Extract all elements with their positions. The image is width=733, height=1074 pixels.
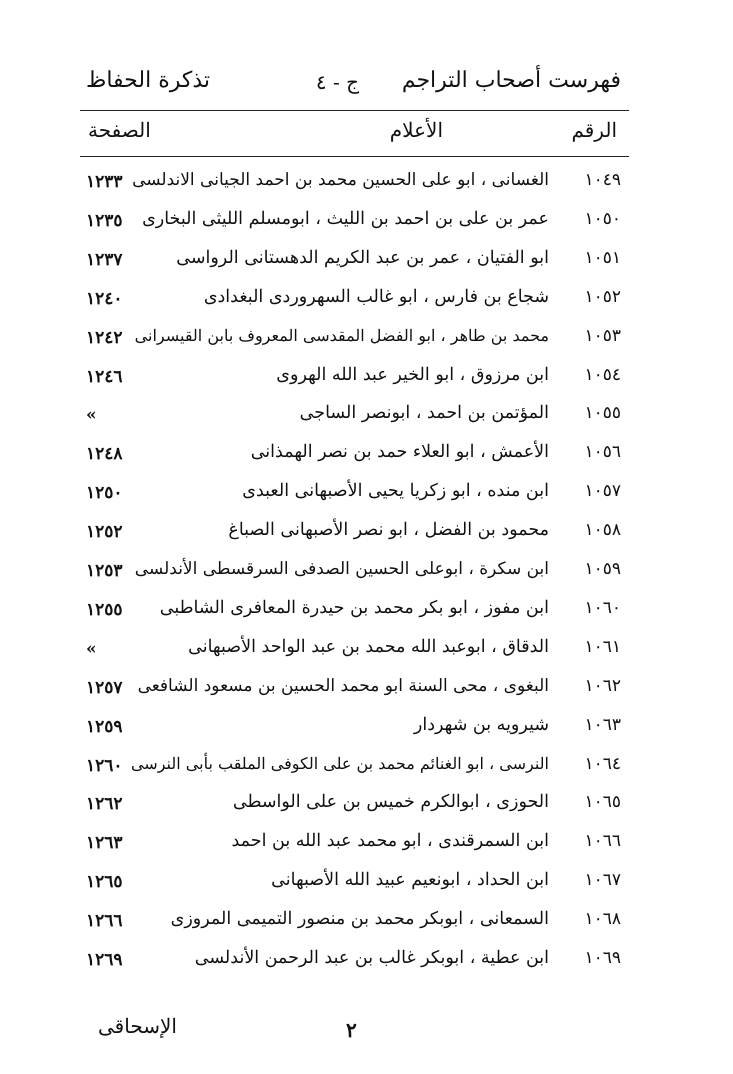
entry-number: ١٠٦٤ — [584, 753, 621, 774]
index-row — [80, 287, 621, 325]
entry-number: ١٠٦٨ — [584, 909, 621, 930]
entry-number: ١٠٥٥ — [584, 403, 621, 424]
index-row — [80, 715, 621, 753]
entry-page: ١٢٥٩ — [86, 716, 123, 737]
column-header-number: الرقم — [571, 118, 617, 142]
entry-name: الغسانى ، ابو على الحسين محمد بن احمد الجيانى الاندلسى — [132, 170, 549, 190]
entry-page: ١٢٣٧ — [86, 249, 123, 270]
entry-name: المؤتمن بن احمد ، ابونصر الساجى — [299, 403, 549, 424]
entry-name: ابن منده ، ابو زكريا يحيى الأصبهانى العبدى — [242, 481, 549, 502]
entry-name: الدقاق ، ابوعبد الله محمد بن عبد الواحد الأصبهانى — [188, 636, 549, 657]
entry-name: النرسى ، ابو الغنائم محمد بن على الكوفى الملقب بأبى النرسى — [130, 753, 549, 773]
entry-name: ابن مفوز ، ابو بكر محمد بن حيدرة المعافرى الشاطبى — [159, 597, 549, 618]
entry-number: ١٠٥٧ — [584, 481, 621, 502]
entry-page: ١٢٦٥ — [86, 872, 123, 893]
entry-name: ابن سكرة ، ابوعلى الحسين الصدفى السرقسطى الأندلسى — [134, 559, 549, 579]
entry-page: ١٢٦٢ — [86, 794, 123, 815]
entry-number: ١٠٦٥ — [584, 792, 621, 813]
entry-page: » — [86, 638, 98, 659]
column-header-page: الصفحة — [88, 118, 151, 142]
entry-page: ١٢٤٠ — [86, 288, 123, 309]
entry-page: ١٢٤٨ — [86, 444, 123, 465]
entry-number: ١٠٥٢ — [584, 286, 621, 307]
entry-page: ١٢٥٥ — [86, 599, 123, 620]
index-row — [80, 870, 621, 908]
entry-number: ١٠٦٦ — [584, 831, 621, 852]
index-row — [80, 831, 621, 869]
entry-number: ١٠٦٢ — [584, 675, 621, 696]
entry-name: شجاع بن فارس ، ابو غالب السهروردى البغدادى — [203, 286, 549, 307]
entry-number: ١٠٤٩ — [584, 170, 621, 190]
index-row — [80, 326, 621, 364]
column-header-names: الأعلام — [389, 118, 443, 142]
entry-number: ١٠٥٨ — [584, 520, 621, 541]
index-row — [80, 209, 621, 247]
entry-name: محمود بن الفضل ، ابو نصر الأصبهانى الصباغ — [228, 520, 549, 541]
entry-number: ١٠٥٤ — [584, 364, 621, 385]
entry-page: ١٢٥٣ — [86, 561, 123, 581]
index-row — [80, 248, 621, 286]
index-row — [80, 403, 621, 441]
index-row — [80, 520, 621, 558]
index-row — [80, 170, 621, 208]
entry-number: ١٠٥٣ — [584, 325, 621, 346]
index-row — [80, 637, 621, 675]
entry-page: ١٢٦٣ — [86, 833, 123, 854]
page-number: ٢ — [346, 1018, 357, 1042]
running-head — [80, 68, 621, 108]
entry-page: ١٢٦٠ — [86, 755, 123, 776]
index-row — [80, 909, 621, 947]
entry-name: ابن الحداد ، ابونعيم عبيد الله الأصبهانى — [271, 870, 549, 891]
entry-page: ١٢٣٥ — [86, 210, 123, 231]
entry-name: ابن مرزوق ، ابو الخير عبد الله الهروى — [276, 364, 549, 385]
index-row — [80, 948, 621, 986]
entry-name: السمعانى ، ابوبكر محمد بن منصور التميمى المروزى — [170, 909, 549, 930]
entry-page: ١٢٤٦ — [86, 366, 123, 387]
entry-number: ١٠٥٩ — [584, 559, 621, 579]
entry-name: البغوى ، محى السنة ابو محمد الحسين بن مسعود الشافعى — [137, 675, 549, 696]
entry-name: الحوزى ، ابوالكرم خميس بن على الواسطى — [232, 792, 549, 813]
entry-number: ١٠٦٣ — [584, 714, 621, 735]
entry-number: ١٠٥٦ — [584, 442, 621, 463]
volume-label: ج - ٤ — [315, 70, 359, 94]
entry-name: الأعمش ، ابو العلاء حمد بن نصر الهمذانى — [250, 442, 549, 463]
header-rule — [80, 110, 629, 111]
index-row — [80, 754, 621, 792]
entry-name: شيرويه بن شهردار — [413, 714, 549, 735]
entry-name: ابن السمرقندى ، ابو محمد عبد الله بن احمد — [231, 831, 549, 852]
index-row — [80, 481, 621, 519]
index-row — [80, 559, 621, 597]
entry-name: عمر بن على بن احمد بن الليث ، ابومسلم الليثى البخارى — [142, 208, 549, 229]
entry-page: » — [86, 405, 98, 426]
entry-page: ١٢٥٢ — [86, 522, 123, 543]
index-row — [80, 365, 621, 403]
index-row — [80, 676, 621, 714]
entry-number: ١٠٦٩ — [584, 948, 621, 968]
entry-number: ١٠٦١ — [584, 636, 621, 657]
index-row — [80, 792, 621, 830]
entry-name: محمد بن طاهر ، ابو الفضل المقدسى المعروف بابن القيسرانى — [134, 325, 549, 345]
entry-page: ١٢٥٠ — [86, 483, 123, 504]
book-title: تذكرة الحفاظ — [86, 68, 210, 93]
entry-number: ١٠٦٠ — [584, 597, 621, 618]
index-row — [80, 598, 621, 636]
entry-page: ١٢٣٣ — [86, 172, 123, 192]
entry-page: ١٢٦٦ — [86, 911, 123, 932]
entry-number: ١٠٦٧ — [584, 870, 621, 891]
entry-page: ١٢٥٧ — [86, 677, 123, 698]
entry-name: ابن عطية ، ابوبكر غالب بن عبد الرحمن الأندلسى — [194, 948, 549, 968]
entry-page: ١٢٦٩ — [86, 950, 123, 970]
entry-page: ١٢٤٢ — [86, 327, 123, 348]
entry-number: ١٠٥١ — [584, 247, 621, 268]
entry-name: ابو الفتيان ، عمر بن عبد الكريم الدهستانى الرواسى — [176, 247, 549, 268]
column-header-rule — [80, 156, 629, 157]
entry-number: ١٠٥٠ — [584, 208, 621, 229]
catchword: الإسحاقى — [98, 1014, 177, 1038]
index-title: فهرست أصحاب التراجم — [401, 68, 621, 93]
index-row — [80, 442, 621, 480]
